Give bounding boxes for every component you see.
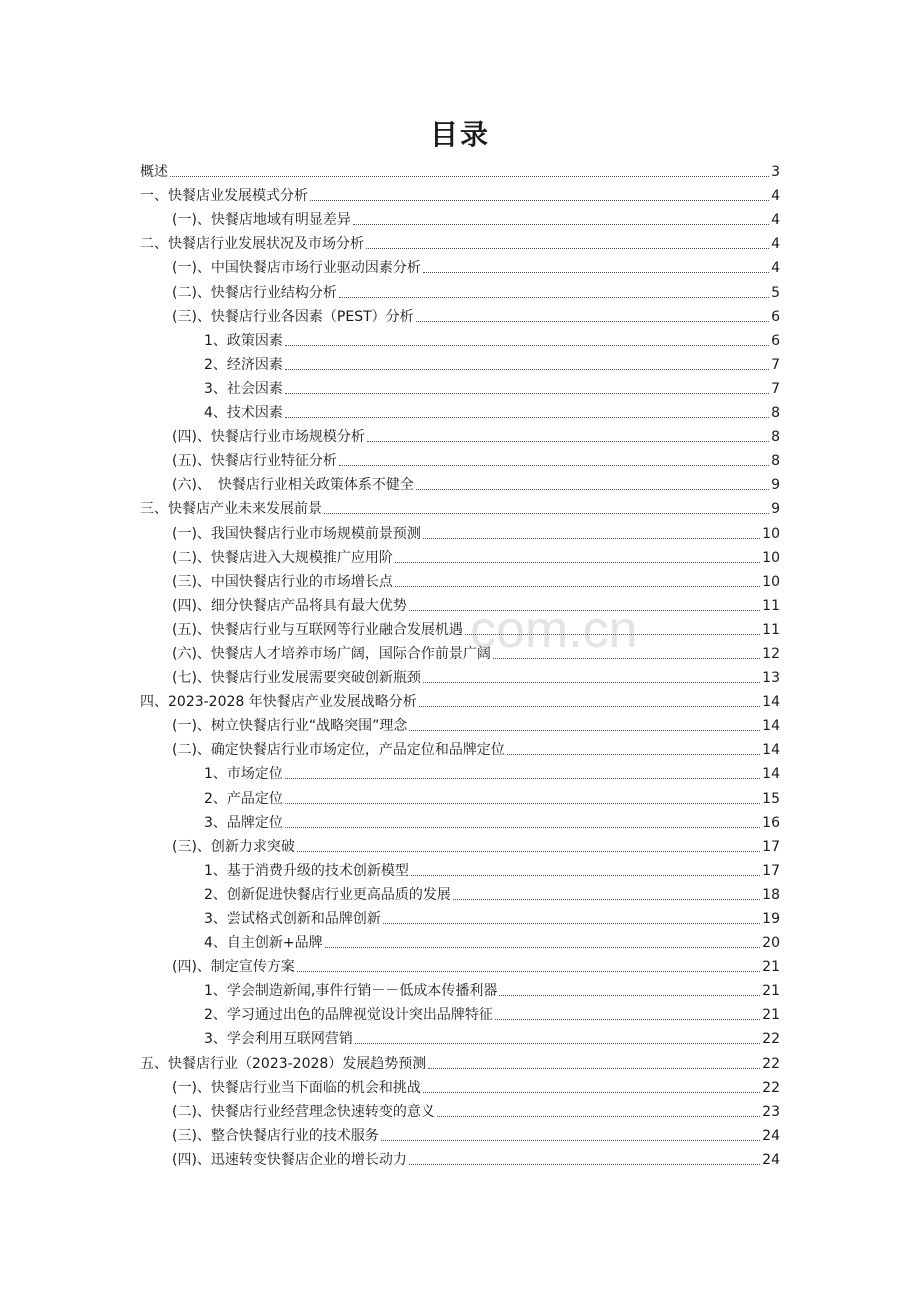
toc-entry-page-number: 22 <box>762 1055 780 1072</box>
toc-dot-leader <box>395 586 760 587</box>
toc-dot-leader <box>355 1043 760 1044</box>
toc-entry-title: (一)、树立快餐店行业“战略突围”理念 <box>172 718 408 735</box>
toc-entry-title: (七)、快餐店行业发展需要突破创新瓶颈 <box>172 670 421 687</box>
toc-entry-page-number: 21 <box>762 1007 780 1024</box>
toc-dot-leader <box>423 1092 760 1093</box>
toc-entry[interactable] <box>140 351 780 375</box>
toc-entry-title: 概述 <box>140 164 168 181</box>
toc-entry-title: 1、学会制造新闻,事件行销－－低成本传播利器 <box>204 983 498 1000</box>
toc-dot-leader <box>465 634 760 635</box>
toc-dot-leader <box>339 297 769 298</box>
toc-entry-title: (四)、快餐店行业市场规模分析 <box>172 429 365 446</box>
toc-entry-title: 4、技术因素 <box>204 405 283 422</box>
toc-entry-title: 三、快餐店产业未来发展前景 <box>140 501 322 518</box>
toc-entry-title: (二)、确定快餐店行业市场定位，产品定位和品牌定位 <box>172 742 505 759</box>
toc-dot-leader <box>423 682 760 683</box>
toc-entry-title: (五)、快餐店行业特征分析 <box>172 453 337 470</box>
toc-entry-page-number: 10 <box>762 549 780 566</box>
toc-entry-title: (二)、快餐店行业经营理念快速转变的意义 <box>172 1103 435 1120</box>
toc-entry-page-number: 4 <box>771 260 780 277</box>
toc-entry[interactable] <box>140 1001 780 1025</box>
toc-entry-page-number: 8 <box>771 405 780 422</box>
toc-entry-title: 四、2023-2028 年快餐店产业发展战略分析 <box>140 694 417 711</box>
toc-entry-title: 2、经济因素 <box>204 356 283 373</box>
toc-entry[interactable] <box>140 519 780 543</box>
toc-entry[interactable] <box>140 688 780 712</box>
toc-entry-title: (三)、快餐店行业各因素（PEST）分析 <box>172 308 414 325</box>
toc-entry-title: 3、社会因素 <box>204 380 283 397</box>
watermark: com.cn <box>470 601 638 659</box>
toc-dot-leader <box>339 465 769 466</box>
toc-entry-title: 2、学习通过出色的品牌视觉设计突出品牌特征 <box>204 1007 493 1024</box>
toc-entry-title: 1、市场定位 <box>204 766 283 783</box>
toc-entry-page-number: 10 <box>762 525 780 542</box>
toc-entry-title: 二、快餐店行业发展状况及市场分析 <box>140 236 364 253</box>
toc-entry-title: (二)、快餐店进入大规模推广应用阶 <box>172 549 393 566</box>
toc-entry[interactable] <box>140 568 780 592</box>
toc-dot-leader <box>285 345 769 346</box>
toc-entry[interactable] <box>140 1122 780 1146</box>
toc-dot-leader <box>409 730 760 731</box>
toc-entry-page-number: 14 <box>762 694 780 711</box>
toc-dot-leader <box>285 778 760 779</box>
toc-dot-leader <box>366 248 769 249</box>
toc-entry[interactable] <box>140 953 780 977</box>
toc-dot-leader <box>495 1019 760 1020</box>
toc-entry[interactable] <box>140 616 780 640</box>
toc-entry[interactable] <box>140 303 780 327</box>
toc-dot-leader <box>324 513 769 514</box>
toc-entry-title: (六)、快餐店人才培养市场广阔，国际合作前景广阔 <box>172 645 491 662</box>
toc-entry-page-number: 6 <box>771 308 780 325</box>
toc-dot-leader <box>409 610 760 611</box>
toc-entry[interactable] <box>140 736 780 760</box>
toc-entry-page-number: 5 <box>771 284 780 301</box>
toc-entry-title: (一)、快餐店行业当下面临的机会和挑战 <box>172 1079 421 1096</box>
table-of-contents <box>140 158 780 1170</box>
toc-dot-leader <box>353 224 769 225</box>
toc-entry-page-number: 14 <box>762 766 780 783</box>
toc-entry-title: (六)、 快餐店行业相关政策体系不健全 <box>172 477 414 494</box>
toc-entry-page-number: 7 <box>771 356 780 373</box>
toc-entry-page-number: 14 <box>762 718 780 735</box>
toc-entry-title: 3、尝试格式创新和品牌创新 <box>204 911 381 927</box>
toc-entry[interactable] <box>140 206 780 230</box>
toc-entry-title: (四)、制定宣传方案 <box>172 959 295 976</box>
toc-entry-title: 一、快餐店业发展模式分析 <box>140 188 308 205</box>
toc-dot-leader <box>507 754 760 755</box>
toc-entry-page-number: 12 <box>762 645 780 662</box>
toc-entry[interactable] <box>140 544 780 568</box>
toc-entry-title: 五、快餐店行业（2023-2028）发展趋势预测 <box>140 1055 427 1072</box>
toc-entry-page-number: 9 <box>771 477 780 494</box>
toc-dot-leader <box>423 538 760 539</box>
toc-entry-page-number: 21 <box>762 959 780 976</box>
toc-entry-title: (一)、中国快餐店市场行业驱动因素分析 <box>172 260 421 277</box>
toc-entry-page-number: 17 <box>762 862 780 879</box>
toc-dot-leader <box>437 1116 760 1117</box>
toc-entry[interactable] <box>140 1025 780 1049</box>
toc-entry-page-number: 22 <box>762 1079 780 1096</box>
toc-entry-page-number: 18 <box>762 886 780 903</box>
toc-entry-page-number: 4 <box>771 212 780 229</box>
toc-entry-page-number: 10 <box>762 573 780 590</box>
toc-dot-leader <box>170 176 769 177</box>
toc-entry-title: (一)、快餐店地域有明显差异 <box>172 212 351 229</box>
toc-entry[interactable] <box>140 809 780 833</box>
toc-dot-leader <box>416 489 769 490</box>
toc-entry[interactable] <box>140 471 780 495</box>
toc-entry-title: (五)、快餐店行业与互联网等行业融合发展机遇 <box>172 621 463 638</box>
toc-entry-page-number: 17 <box>762 838 780 855</box>
toc-entry[interactable] <box>140 640 780 664</box>
toc-dot-leader <box>285 393 769 394</box>
toc-dot-leader <box>411 875 760 876</box>
toc-dot-leader <box>453 899 760 900</box>
toc-dot-leader <box>423 272 769 273</box>
toc-dot-leader <box>310 200 769 201</box>
toc-entry-page-number: 13 <box>762 670 780 687</box>
toc-entry[interactable] <box>140 1098 780 1122</box>
toc-dot-leader <box>493 658 760 659</box>
toc-entry-page-number: 8 <box>771 429 780 446</box>
toc-entry[interactable] <box>140 278 780 302</box>
toc-dot-leader <box>395 562 760 563</box>
toc-entry[interactable] <box>140 495 780 519</box>
toc-dot-leader <box>297 851 760 852</box>
toc-entry-page-number: 6 <box>771 332 780 349</box>
toc-entry[interactable] <box>140 182 780 206</box>
toc-dot-leader <box>325 947 761 948</box>
toc-dot-leader <box>285 417 769 418</box>
toc-entry[interactable] <box>140 712 780 736</box>
toc-entry-page-number: 4 <box>771 188 780 205</box>
toc-entry-page-number: 11 <box>762 621 780 638</box>
toc-entry-title: (三)、创新力求突破 <box>172 838 295 855</box>
toc-entry[interactable] <box>140 977 780 1001</box>
toc-entry[interactable] <box>140 230 780 254</box>
toc-entry-page-number: 22 <box>762 1031 780 1048</box>
toc-dot-leader <box>367 441 769 442</box>
toc-dot-leader <box>409 1164 760 1165</box>
toc-entry-title: 4、自主创新+品牌 <box>204 935 323 952</box>
toc-entry-page-number: 4 <box>771 236 780 253</box>
toc-entry[interactable] <box>140 1074 780 1098</box>
toc-entry[interactable] <box>140 158 780 182</box>
toc-dot-leader <box>428 1068 760 1069</box>
toc-entry[interactable] <box>140 881 780 905</box>
toc-entry-page-number: 14 <box>762 742 780 759</box>
toc-entry-title: (三)、整合快餐店行业的技术服务 <box>172 1127 379 1144</box>
toc-entry-title: 2、产品定位 <box>204 790 283 807</box>
toc-dot-leader <box>499 995 760 996</box>
toc-entry-title: (一)、我国快餐店行业市场规模前景预测 <box>172 525 421 542</box>
toc-entry[interactable] <box>140 447 780 471</box>
toc-entry[interactable] <box>140 399 780 423</box>
toc-entry-title: (四)、细分快餐店产品将具有最大优势 <box>172 597 407 614</box>
toc-entry[interactable] <box>140 760 780 784</box>
toc-entry-page-number: 15 <box>762 790 780 807</box>
toc-entry[interactable] <box>140 1049 780 1073</box>
toc-entry-page-number: 24 <box>762 1127 780 1144</box>
toc-entry-title: 3、学会利用互联网营销 <box>204 1031 353 1048</box>
toc-entry[interactable] <box>140 254 780 278</box>
toc-entry-page-number: 16 <box>762 814 780 831</box>
toc-entry[interactable] <box>140 327 780 351</box>
page-title: 目录 <box>429 118 490 151</box>
toc-dot-leader <box>416 321 769 322</box>
toc-entry[interactable] <box>140 592 780 616</box>
toc-entry-page-number: 9 <box>771 501 780 518</box>
toc-entry-title: (四)、迅速转变快餐店企业的增长动力 <box>172 1151 407 1168</box>
toc-entry-page-number: 11 <box>762 597 780 614</box>
toc-entry[interactable] <box>140 905 780 929</box>
toc-entry-page-number: 19 <box>762 911 780 927</box>
toc-entry-title: 1、基于消费升级的技术创新模型 <box>204 862 409 879</box>
toc-dot-leader <box>381 1140 760 1141</box>
toc-entry-page-number: 21 <box>762 983 780 1000</box>
toc-dot-leader <box>297 971 760 972</box>
toc-entry[interactable] <box>140 857 780 881</box>
toc-dot-leader <box>419 706 760 707</box>
toc-entry[interactable] <box>140 833 780 857</box>
toc-entry-page-number: 24 <box>762 1151 780 1168</box>
toc-dot-leader <box>285 369 769 370</box>
toc-entry-title: 3、品牌定位 <box>204 814 283 831</box>
toc-entry-page-number: 3 <box>771 164 780 181</box>
toc-entry-page-number: 20 <box>762 935 780 952</box>
toc-entry-page-number: 23 <box>762 1103 780 1120</box>
toc-entry[interactable] <box>140 784 780 808</box>
toc-entry[interactable] <box>140 664 780 688</box>
toc-entry[interactable] <box>140 1146 780 1170</box>
toc-entry-page-number: 7 <box>771 380 780 397</box>
toc-entry-title: (二)、快餐店行业结构分析 <box>172 284 337 301</box>
toc-dot-leader <box>285 803 760 804</box>
toc-entry-page-number: 8 <box>771 453 780 470</box>
toc-entry-title: (三)、中国快餐店行业的市场增长点 <box>172 573 393 590</box>
toc-entry[interactable] <box>140 423 780 447</box>
toc-entry[interactable] <box>140 929 780 953</box>
toc-dot-leader <box>383 923 760 924</box>
toc-entry-title: 2、创新促进快餐店行业更高品质的发展 <box>204 886 451 903</box>
toc-dot-leader <box>285 827 760 828</box>
toc-entry[interactable] <box>140 375 780 399</box>
toc-entry-title: 1、政策因素 <box>204 332 283 349</box>
